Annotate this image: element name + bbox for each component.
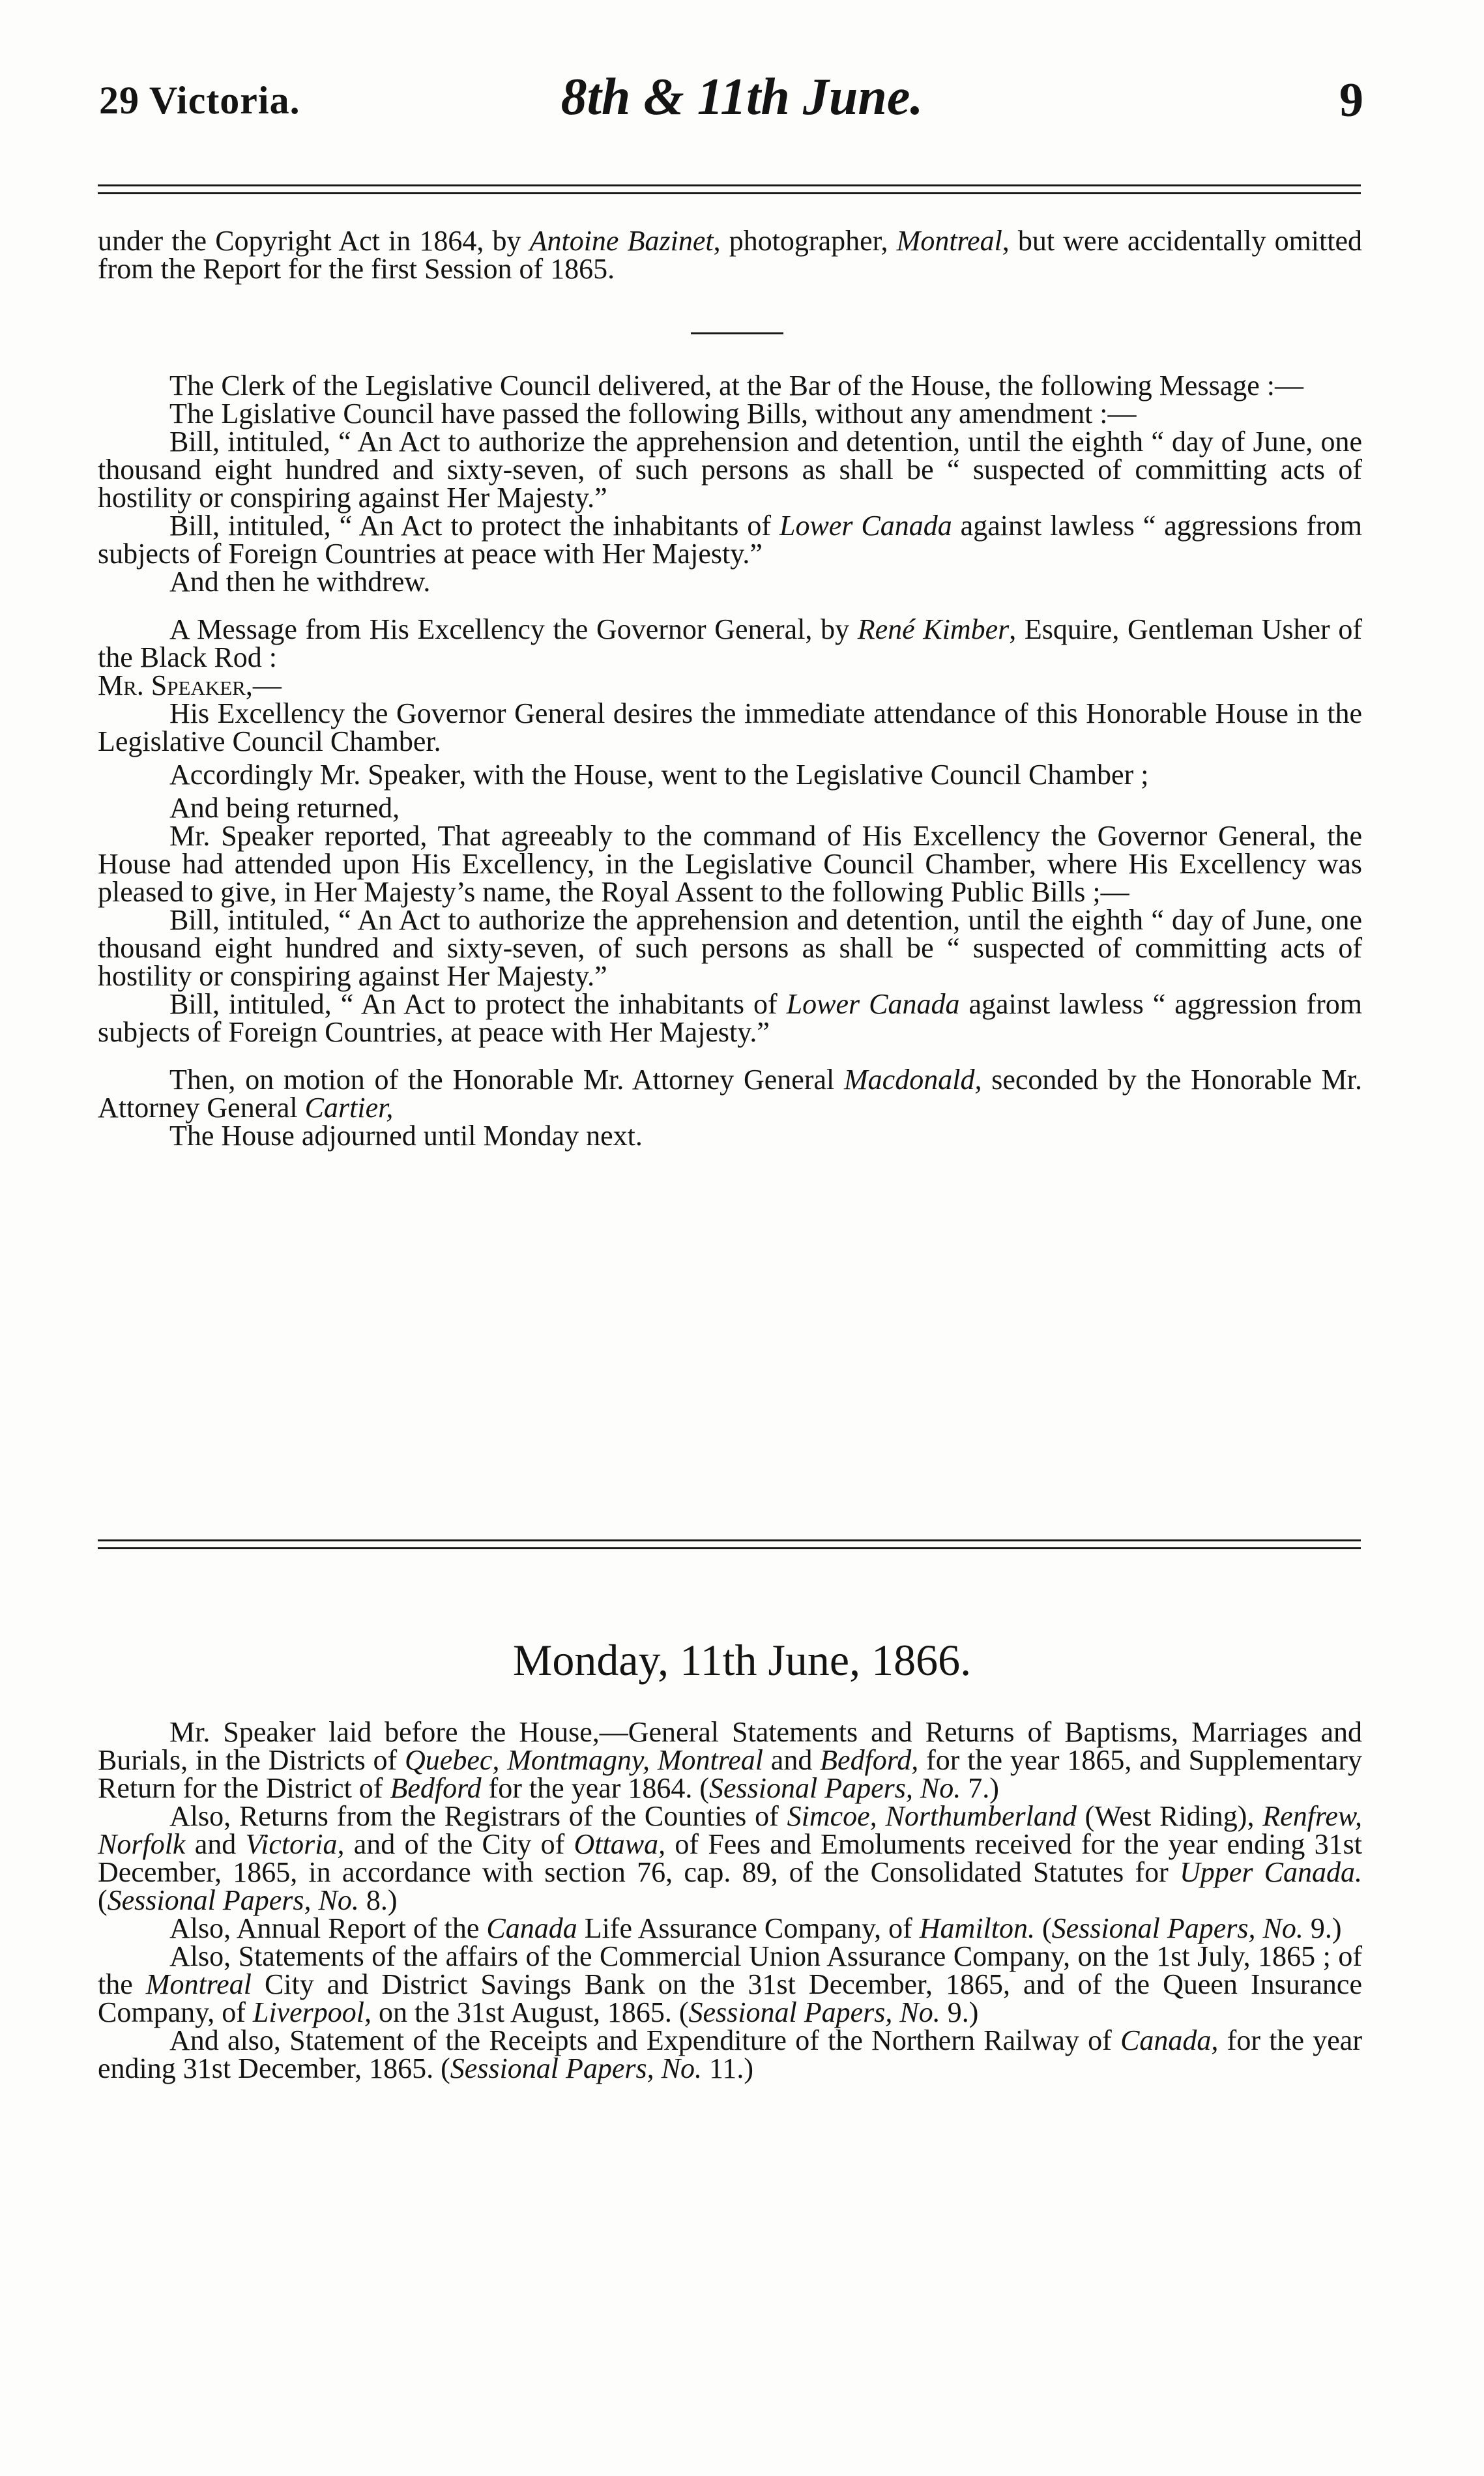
paragraph-bill-apprehension: Bill, intituled, “ An Act to authorize the apprehension and detention, until the eighth “ day of June, one thousand eight hundred and sixty-seven, of such persons as shall be “ suspected of committing acts of hostility or conspiring against Her Majesty.”: [98, 426, 1362, 514]
paragraph-excellency-desires: His Excellency the Governor General desires the immediate attendance of this Honorable House in the Legislative Council Chamber.: [98, 697, 1362, 757]
section-heading-date: Monday, 11th June, 1866.: [512, 1635, 972, 1685]
section-rule-top: [98, 1539, 1361, 1541]
page-number: 9: [1339, 74, 1363, 127]
paragraph-copyright-note: under the Copyright Act in 1864, by Antoine Bazinet, photographer, Montreal, but were accidentally omitted from the Report for the first Session of 1865.: [98, 225, 1362, 285]
paragraph-registrars-returns: Also, Returns from the Registrars of the Counties of Simcoe, Northumberland (West Riding), Renfrew, Norfolk and Victoria, and of the City of Ottawa, of Fees and Emoluments received for the year ending 31st December, 1865, in accordance with section 76, cap. 89, of the Consolidated Statutes for Upper Canada. (Sessional Papers, No. 8.): [98, 1800, 1363, 1916]
paragraph-assent-bill-apprehension: Bill, intituled, “ An Act to authorize the apprehension and detention, until the eighth “ day of June, one thousand eight hundred and sixty-seven, of such persons as shall be “ suspected of committing acts of hostility or conspiring against Her Majesty.”: [98, 904, 1362, 992]
proceedings-june-8: [98, 371, 1362, 1150]
paragraph-bill-lower-canada: Bill, intituled, “ An Act to protect the inhabitants of Lower Canada against lawless “ aggressions from subjects of Foreign Countries at peace with Her Majesty.”: [98, 510, 1362, 570]
paragraph-mr-speaker: Mr. Speaker,—: [98, 669, 282, 701]
header-rule-top: [98, 184, 1361, 186]
paragraph-northern-railway: And also, Statement of the Receipts and Expenditure of the Northern Railway of Canada, for the year ending 31st December, 1865. (Sessional Papers, No. 11.): [98, 2024, 1362, 2084]
proceedings-june-11: [98, 1718, 1362, 2082]
paragraph-assurance-statements: Also, Statements of the affairs of the Commercial Union Assurance Company, on the 1st July, 1865 ; of the Montreal City and District Savings Bank on the 31st December, 1865, and of the Queen Insurance Company, of Liverpool, on the 31st August, 1865. (Sessional Papers, No. 9.): [98, 1940, 1362, 2028]
paragraph-separator: [691, 332, 783, 334]
header-rule-bottom: [98, 192, 1361, 194]
paragraph-house-adjourned: The House adjourned until Monday next.: [169, 1120, 643, 1152]
paragraph-withdrew: And then he withdrew.: [169, 566, 431, 598]
running-head-date: 8th & 11th June.: [560, 68, 924, 126]
paragraph-clerk-message: The Clerk of the Legislative Council delivered, at the Bar of the House, the following Message :—: [169, 370, 1303, 401]
paragraph-assent-bill-lower-canada: Bill, intituled, “ An Act to protect the inhabitants of Lower Canada against lawless “ aggression from subjects of Foreign Countries, at peace with Her Majesty.”: [98, 988, 1362, 1048]
paragraph-accordingly: Accordingly Mr. Speaker, with the House, went to the Legislative Council Chamber ;: [169, 759, 1149, 791]
running-head-left: 29 Victoria.: [99, 79, 300, 122]
paragraph-speaker-reported: Mr. Speaker reported, That agreeably to the command of His Excellency the Governor General, the House had attended upon His Excellency, in the Legislative Council Chamber, where His Excellency was pleased to give, in Her Majesty’s name, the Royal Assent to the following Public Bills ;—: [98, 820, 1362, 908]
paragraph-governor-message: A Message from His Excellency the Governor General, by René Kimber, Esquire, Gentleman Usher of the Black Rod :: [98, 613, 1362, 673]
paragraph-general-statements: Mr. Speaker laid before the House,—General Statements and Returns of Baptisms, Marriages and Burials, in the Districts of Quebec, Montmagny, Montreal and Bedford, for the year 1865, and Supplementary Return for the District of Bedford for the year 1864. (Sessional Papers, No. 7.): [98, 1716, 1363, 1804]
section-rule-bottom: [98, 1547, 1361, 1549]
opening-paragraph: [98, 227, 1362, 283]
paragraph-council-passed: The Lgislative Council have passed the following Bills, without any amendment :—: [169, 398, 1137, 430]
paragraph-motion-adjourn: Then, on motion of the Honorable Mr. Attorney General Macdonald, seconded by the Honorable Mr. Attorney General Cartier,: [98, 1064, 1362, 1124]
paragraph-canada-life-report: Also, Annual Report of the Canada Life Assurance Company, of Hamilton. (Sessional Papers, No. 9.): [169, 1912, 1342, 1944]
paragraph-being-returned: And being returned,: [169, 792, 400, 824]
